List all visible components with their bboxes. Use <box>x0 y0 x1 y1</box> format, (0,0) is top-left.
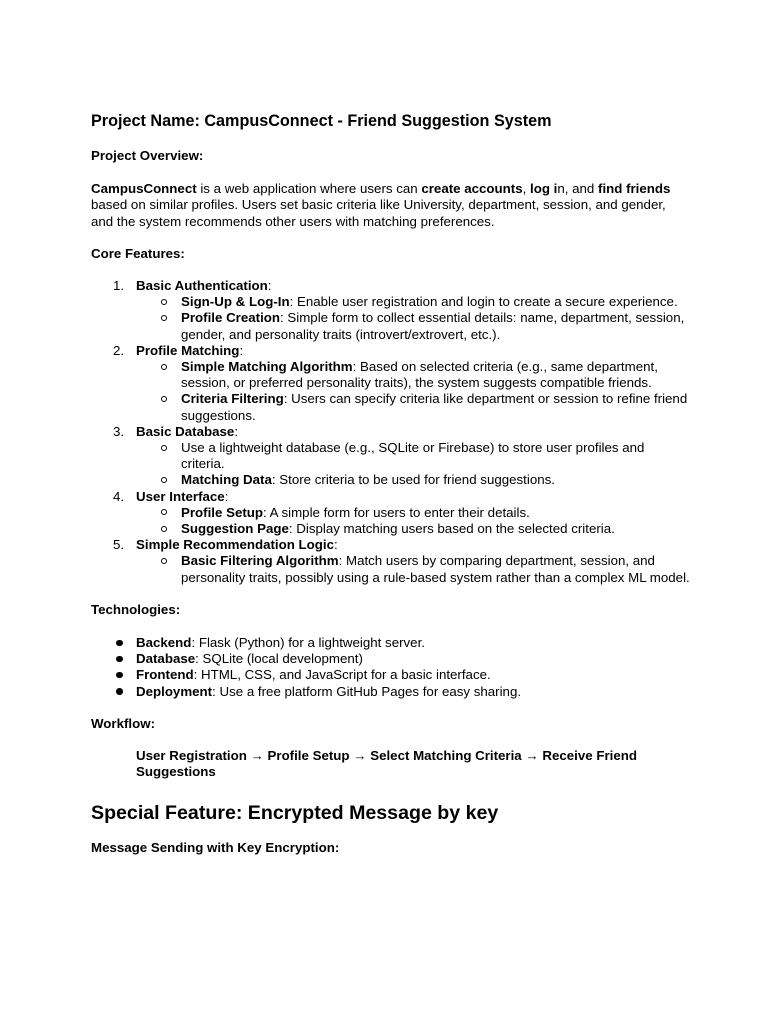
sub-item-text: : Display matching users based on the selected criteria. <box>288 521 615 537</box>
feature-item <box>91 489 691 538</box>
feature-title: Basic Authentication <box>136 278 268 294</box>
hollow-bullet-icon <box>161 315 167 321</box>
feature-sublist <box>136 294 691 343</box>
sub-item-label: Profile Setup <box>181 504 264 520</box>
feature-number: 5. <box>113 537 125 553</box>
tech-text: : HTML, CSS, and JavaScript for a basic interface. <box>193 667 491 683</box>
feature-colon: : <box>267 278 272 294</box>
feature-colon: : <box>334 537 338 553</box>
overview-text-1: is a web application where users can <box>196 181 422 197</box>
feature-sublist <box>136 505 691 537</box>
sub-item-text: : Enable user registration and login to create a secure experience. <box>289 294 678 310</box>
sub-item-text: : Match users by comparing department, session, and personality traits, possibly using a rule-based system rather than a complex ML model. <box>181 553 690 585</box>
overview-bold-3: log i <box>530 181 558 197</box>
core-features-list <box>91 278 691 586</box>
overview-bold-2: create accounts <box>421 181 523 197</box>
core-features-heading: Core Features: <box>91 245 185 261</box>
tech-text: : Flask (Python) for a lightweight server. <box>191 635 425 651</box>
tech-item <box>91 651 691 667</box>
sub-item-text: : Users can specify criteria like department or session to refine friend suggestions. <box>181 391 688 423</box>
tech-text: : Use a free platform GitHub Pages for easy sharing. <box>212 683 522 699</box>
sub-item-label: Profile Creation <box>181 310 281 326</box>
hollow-bullet-icon <box>161 299 167 305</box>
overview-text-2: , <box>522 181 531 197</box>
sub-item-label: Criteria Filtering <box>181 391 284 407</box>
hollow-bullet-icon <box>161 477 167 483</box>
tech-label: Backend <box>136 635 192 651</box>
sub-item <box>136 310 691 342</box>
bullet-icon <box>116 640 123 647</box>
document-content <box>91 111 691 856</box>
sub-item <box>136 391 691 423</box>
overview-text-4: based on similar profiles. Users set basic criteria like University, department, session, and gender, and the system recommends other users with matching preferences. <box>91 197 666 229</box>
sub-item-label: Sign-Up & Log-In <box>181 294 290 310</box>
feature-item <box>91 537 691 586</box>
feature-number: 3. <box>113 423 125 439</box>
overview-paragraph <box>91 181 691 230</box>
feature-sublist <box>136 440 691 489</box>
bullet-icon <box>116 656 123 663</box>
hollow-bullet-icon <box>161 364 167 370</box>
sub-item <box>136 521 691 537</box>
tech-label: Database <box>136 651 196 667</box>
sub-item-text: : A simple form for users to enter their details. <box>263 504 530 520</box>
feature-title: Basic Database <box>136 423 235 439</box>
hollow-bullet-icon <box>161 526 167 532</box>
sub-item-label: Simple Matching Algorithm <box>181 359 353 375</box>
message-sending-heading: Message Sending with Key Encryption: <box>91 839 340 855</box>
overview-heading: Project Overview: <box>91 148 204 163</box>
tech-label: Frontend <box>136 667 194 683</box>
hollow-bullet-icon <box>161 396 167 402</box>
tech-item <box>91 635 691 651</box>
sub-item <box>136 440 691 472</box>
feature-number: 4. <box>113 488 125 504</box>
technologies-list <box>91 635 691 700</box>
bullet-icon <box>116 688 123 695</box>
feature-title: Profile Matching <box>136 342 240 358</box>
feature-sublist <box>136 553 691 585</box>
tech-item <box>91 684 691 700</box>
sub-item-text: : Based on selected criteria (e.g., same department, session, or preferred personality traits), the system suggests compatible friends. <box>181 359 658 391</box>
sub-item <box>136 294 691 310</box>
sub-item <box>136 472 691 488</box>
overview-bold-1: CampusConnect <box>91 181 197 197</box>
overview-text-3: n, and <box>557 181 599 197</box>
feature-number: 1. <box>113 278 125 294</box>
sub-item-label: Matching Data <box>181 472 272 488</box>
sub-item-label: Suggestion Page <box>181 521 289 537</box>
workflow-steps: User Registration → Profile Setup → Select Matching Criteria → Receive Friend Suggestions <box>136 748 637 780</box>
bullet-icon <box>116 672 123 679</box>
sub-item-text: : Store criteria to be used for friend suggestions. <box>271 472 555 488</box>
feature-sublist <box>136 359 691 424</box>
special-feature-heading: Special Feature: Encrypted Message by key <box>91 801 499 824</box>
sub-item <box>136 505 691 521</box>
hollow-bullet-icon <box>161 558 167 564</box>
hollow-bullet-icon <box>161 445 167 451</box>
feature-number: 2. <box>113 342 125 358</box>
feature-title: User Interface <box>136 488 225 504</box>
overview-bold-4: find friends <box>598 181 671 197</box>
sub-item <box>136 359 691 391</box>
hollow-bullet-icon <box>161 509 167 515</box>
feature-title: Simple Recommendation Logic <box>136 537 335 553</box>
sub-item-text: Use a lightweight database (e.g., SQLite or Firebase) to store user profiles and criteria. <box>181 440 645 472</box>
feature-item <box>91 343 691 424</box>
sub-item <box>136 553 691 585</box>
feature-colon: : <box>239 342 244 358</box>
feature-item <box>91 424 691 489</box>
sub-item-text: : Simple form to collect essential details: name, department, session, gender, and personality traits (introvert/extrovert, etc.). <box>181 310 685 342</box>
sub-item-label: Basic Filtering Algorithm <box>181 553 339 569</box>
technologies-heading: Technologies: <box>91 601 181 617</box>
workflow-heading: Workflow: <box>91 715 156 731</box>
feature-colon: : <box>224 488 229 504</box>
feature-colon: : <box>234 423 239 439</box>
tech-text: : SQLite (local development) <box>195 651 363 667</box>
tech-item <box>91 667 691 683</box>
project-title: Project Name: CampusConnect - Friend Suggestion System <box>91 112 552 130</box>
tech-label: Deployment <box>136 683 213 699</box>
feature-item <box>91 278 691 343</box>
